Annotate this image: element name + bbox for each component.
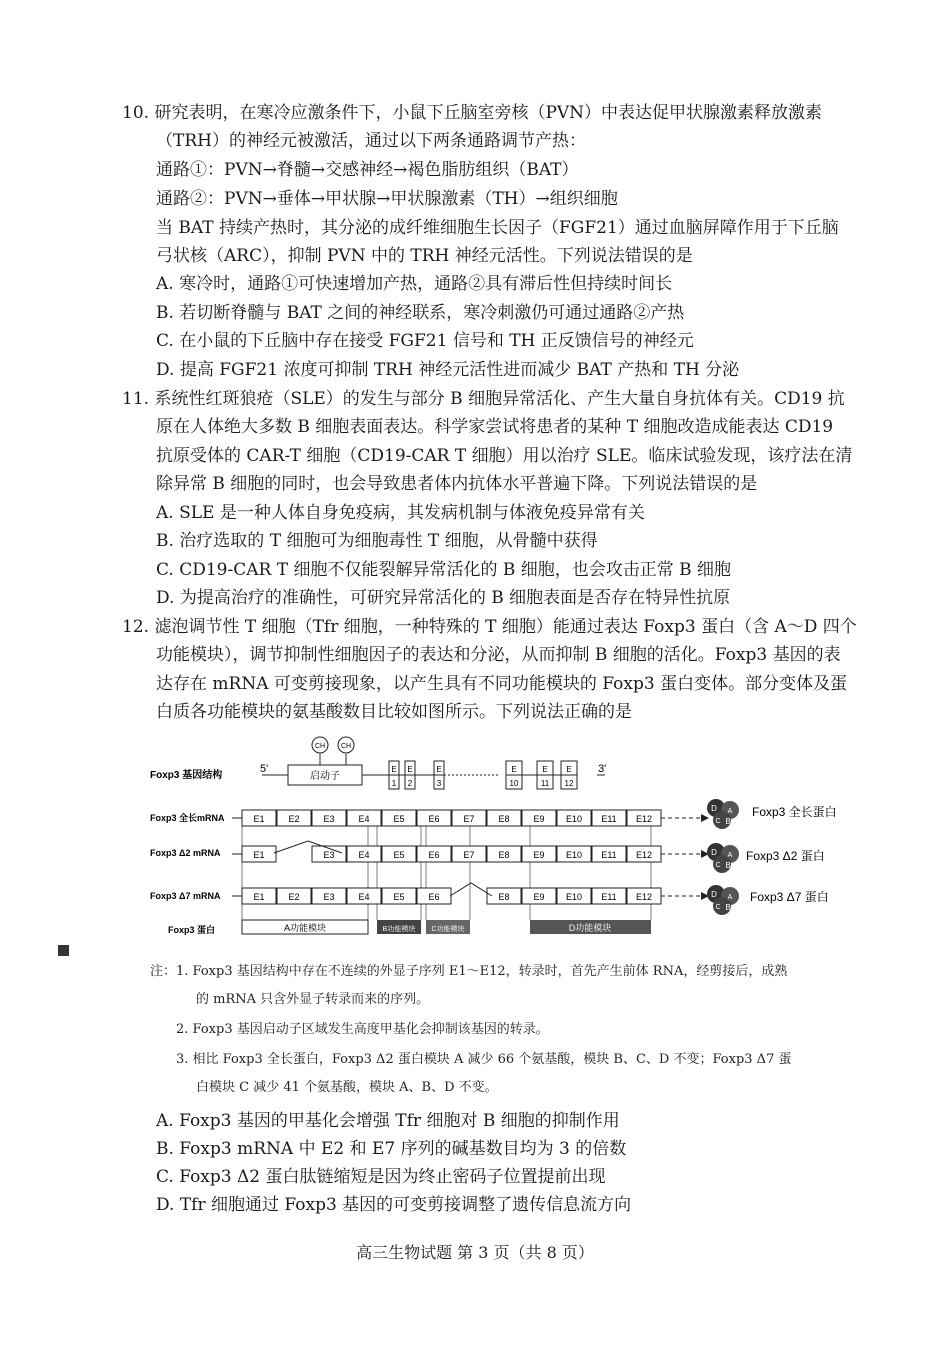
module-c-label: C功能模块 <box>431 926 465 933</box>
d7-mrna-exon-label: E3 <box>323 892 335 902</box>
d7-mrna-exon-label: E2 <box>288 892 300 902</box>
q12-stem-line1: 12. 滤泡调节性 T 细胞（Tfr 细胞，一种特殊的 T 细胞）能通过表达 Foxp3 蛋白（含 A～D 四个 <box>122 617 857 637</box>
d2-mrna-label: Foxp3 Δ2 mRNA <box>150 848 221 858</box>
q10-stem-line2: （TRH）的神经元被激活，通过以下两条通路调节产热： <box>156 131 586 151</box>
q10-stem-line3: 当 BAT 持续产热时，其分泌的成纤维细胞生长因子（FGF21）通过血脑屏障作用于下丘脑 <box>156 218 839 238</box>
gene-exon-letter: E <box>566 765 572 774</box>
note-1-line1: 注：1. Foxp3 基因结构中存在不连续的外显子序列 E1～E12，转录时，首先产生前体 RNA，经剪接后，成熟 <box>150 964 788 979</box>
q12-stem-line4: 白质各功能模块的氨基酸数目比较如图所示。下列说法正确的是 <box>156 702 632 722</box>
d7-mrna-exon-label: E9 <box>533 892 545 902</box>
full-mrna-exon-label: E7 <box>463 814 475 824</box>
d2-mrna-exon-label: E10 <box>565 850 583 860</box>
d7-mrna-exon-label: E4 <box>358 892 370 902</box>
d7-mrna-exon-label: E12 <box>635 892 653 902</box>
gene-exon-number: 2 <box>407 779 413 788</box>
gene-exon-number: 1 <box>391 779 397 788</box>
d2-mrna-exon-label: E11 <box>601 850 617 860</box>
d2-mrna-exon-label: E9 <box>533 850 545 860</box>
note-2: 2. Foxp3 基因启动子区域发生高度甲基化会抑制该基因的转录。 <box>176 1022 549 1037</box>
note-1-line2: 的 mRNA 只含外显子转录而来的序列。 <box>196 992 430 1007</box>
q11-stem-line1: 11. 系统性红斑狼疮（SLE）的发生与部分 B 细胞异常活化、产生大量自身抗体有关。CD19 抗 <box>122 389 845 409</box>
q10-stem-line4: 弓状核（ARC），抑制 PVN 中的 TRH 神经元活性。下列说法错误的是 <box>156 246 693 266</box>
blob-label-b: B <box>725 861 731 870</box>
d2-mrna-exon-label: E6 <box>428 850 440 860</box>
d2-mrna-exon-label: E4 <box>358 850 370 860</box>
blob-label-c: C <box>715 862 721 869</box>
q10-option-c: C. 在小鼠的下丘脑中存在接受 FGF21 信号和 TH 正反馈信号的神经元 <box>156 331 694 351</box>
q12-option-c: C. Foxp3 Δ2 蛋白肽链缩短是因为终止密码子位置提前出现 <box>156 1167 606 1187</box>
blob-label-b: B <box>725 817 731 826</box>
blob-label-a: A <box>727 894 733 901</box>
full-mrna-exon-label: E5 <box>393 814 405 824</box>
full-mrna-exon-label: E1 <box>253 814 265 824</box>
page-footer: 高三生物试题 第 3 页（共 8 页） <box>356 1243 594 1262</box>
blob-label-c: C <box>715 904 721 911</box>
q10-option-a: A. 寒冷时，通路①可快速增加产热，通路②具有滞后性但持续时间长 <box>156 274 673 294</box>
q12-option-d: D. Tfr 细胞通过 Foxp3 基因的可变剪接调整了遗传信息流方向 <box>156 1195 632 1215</box>
gene-exon-letter: E <box>542 765 548 774</box>
q12-option-b: B. Foxp3 mRNA 中 E2 和 E7 序列的碱基数目均为 3 的倍数 <box>156 1139 627 1159</box>
methyl-label: CH <box>340 743 352 750</box>
page-edge-marker <box>58 945 69 956</box>
gene-exon-letter: E <box>511 765 517 774</box>
q11-stem-line3: 抗原受体的 CAR-T 细胞（CD19-CAR T 细胞）用以治疗 SLE。临床试验发现，该疗法在清 <box>156 446 853 466</box>
q10-option-b: B. 若切断脊髓与 BAT 之间的神经联系，寒冷刺激仍可通过通路②产热 <box>156 303 685 323</box>
d2-mrna-exon-label: E8 <box>498 850 510 860</box>
blob-label-b: B <box>725 903 731 912</box>
blob-label-a: A <box>727 808 733 815</box>
full-mrna-exon-label: E3 <box>323 814 335 824</box>
module-d-label: D功能模块 <box>568 923 612 933</box>
d2-mrna-exon-label: E5 <box>393 850 405 860</box>
q10-option-d: D. 提高 FGF21 浓度可抑制 TRH 神经元活性进而减少 BAT 产热和 TH 分泌 <box>156 360 740 380</box>
foxp3-splicing-figure <box>140 730 860 945</box>
module-a-label: A功能模块 <box>283 923 327 933</box>
full-mrna-label: Foxp3 全长mRNA <box>150 813 225 823</box>
full-protein-label: Foxp3 全长蛋白 <box>752 805 837 819</box>
q12-option-a: A. Foxp3 基因的甲基化会增强 Tfr 细胞对 B 细胞的抑制作用 <box>156 1111 620 1131</box>
note-3-line2: 白模块 C 减少 41 个氨基酸，模块 A、B、D 不变。 <box>196 1080 498 1095</box>
d7-mrna-exon-label: E1 <box>253 892 265 902</box>
blob-label-a: A <box>727 852 733 859</box>
d7-mrna-exon-label: E11 <box>601 892 617 902</box>
full-mrna-exon-label: E10 <box>565 814 583 824</box>
note-3-line1: 3. 相比 Foxp3 全长蛋白，Foxp3 Δ2 蛋白模块 A 减少 66 个氨基酸，模块 B、C、D 不变；Foxp3 Δ7 蛋 <box>176 1052 792 1067</box>
full-mrna-exon-label: E8 <box>498 814 510 824</box>
blob-label-c: C <box>715 818 721 825</box>
e7-skip-junction <box>450 883 492 896</box>
gene-exon-letter: E <box>436 765 442 774</box>
methyl-label: CH <box>314 743 326 750</box>
d7-mrna-exon-label: E8 <box>498 892 510 902</box>
d2-mrna-exon-label: E3 <box>323 850 335 860</box>
gene-exon-number: 11 <box>540 779 550 788</box>
gene-exon-letter: E <box>391 765 397 774</box>
q11-option-b: B. 治疗选取的 T 细胞可为细胞毒性 T 细胞，从骨髓中获得 <box>156 531 598 551</box>
d2-mrna-exon-label: E1 <box>253 850 265 860</box>
q11-option-c: C. CD19-CAR T 细胞不仅能裂解异常活化的 B 细胞，也会攻击正常 B 细胞 <box>156 560 732 580</box>
full-mrna-arrow-icon <box>701 814 709 822</box>
gene-exon-number: 10 <box>509 779 519 788</box>
q10-pathway1: 通路①：PVN→脊髓→交感神经→褐色脂肪组织（BAT） <box>156 160 579 180</box>
blob-label-d: D <box>711 804 717 813</box>
module-b-label: B功能模块 <box>382 926 416 933</box>
d2-protein-label: Foxp3 Δ2 蛋白 <box>746 849 825 863</box>
full-mrna-exon-label: E4 <box>358 814 370 824</box>
full-mrna-exon-label: E11 <box>601 814 617 824</box>
d2-mrna-exon-label: E12 <box>635 850 653 860</box>
promoter-label: 启动子 <box>310 771 340 782</box>
three-prime-label: 3' <box>598 763 607 775</box>
full-mrna-exon-label: E12 <box>635 814 653 824</box>
q10-pathway2: 通路②：PVN→垂体→甲状腺→甲状腺激素（TH）→组织细胞 <box>156 189 618 209</box>
q11-option-a: A. SLE 是一种人体自身免疫病，其发病机制与体液免疫异常有关 <box>156 503 645 523</box>
gene-structure-label: Foxp3 基因结构 <box>150 770 223 781</box>
blob-label-d: D <box>711 890 717 899</box>
q11-stem-line4: 除异常 B 细胞的同时，也会导致患者体内抗体水平普遍下降。下列说法错误的是 <box>156 474 758 494</box>
gene-exon-letter: E <box>407 765 413 774</box>
q10-stem-line1: 10. 研究表明，在寒冷应激条件下，小鼠下丘脑室旁核（PVN）中表达促甲状腺激素释放激素 <box>122 103 823 123</box>
d7-mrna-exon-label: E5 <box>393 892 405 902</box>
five-prime-label: 5' <box>260 763 269 775</box>
gene-exon-number: 3 <box>436 779 442 788</box>
d2-mrna-exon-label: E7 <box>463 850 475 860</box>
q11-stem-line2: 原在人体绝大多数 B 细胞表面表达。科学家尝试将患者的某种 T 细胞改造成能表达 CD19 <box>156 417 834 437</box>
gene-exon-number: 12 <box>564 779 574 788</box>
blob-label-d: D <box>711 848 717 857</box>
full-mrna-exon-label: E6 <box>428 814 440 824</box>
full-mrna-exon-label: E2 <box>288 814 300 824</box>
d7-mrna-label: Foxp3 Δ7 mRNA <box>150 891 221 901</box>
d7-mrna-exon-label: E10 <box>565 892 583 902</box>
protein-row-label: Foxp3 蛋白 <box>168 925 216 935</box>
q11-option-d: D. 为提高治疗的准确性，可研究异常活化的 B 细胞表面是否存在特异性抗原 <box>156 588 731 608</box>
q12-stem-line2: 功能模块），调节抑制性细胞因子的表达和分泌，从而抑制 B 细胞的活化。Foxp3 基因的表 <box>156 645 841 665</box>
d7-protein-label: Foxp3 Δ7 蛋白 <box>750 890 829 904</box>
full-mrna-exon-label: E9 <box>533 814 545 824</box>
d7-mrna-exon-label: E6 <box>428 892 440 902</box>
q12-stem-line3: 达存在 mRNA 可变剪接现象，以产生具有不同功能模块的 Foxp3 蛋白变体。部分变体及蛋 <box>156 674 848 694</box>
